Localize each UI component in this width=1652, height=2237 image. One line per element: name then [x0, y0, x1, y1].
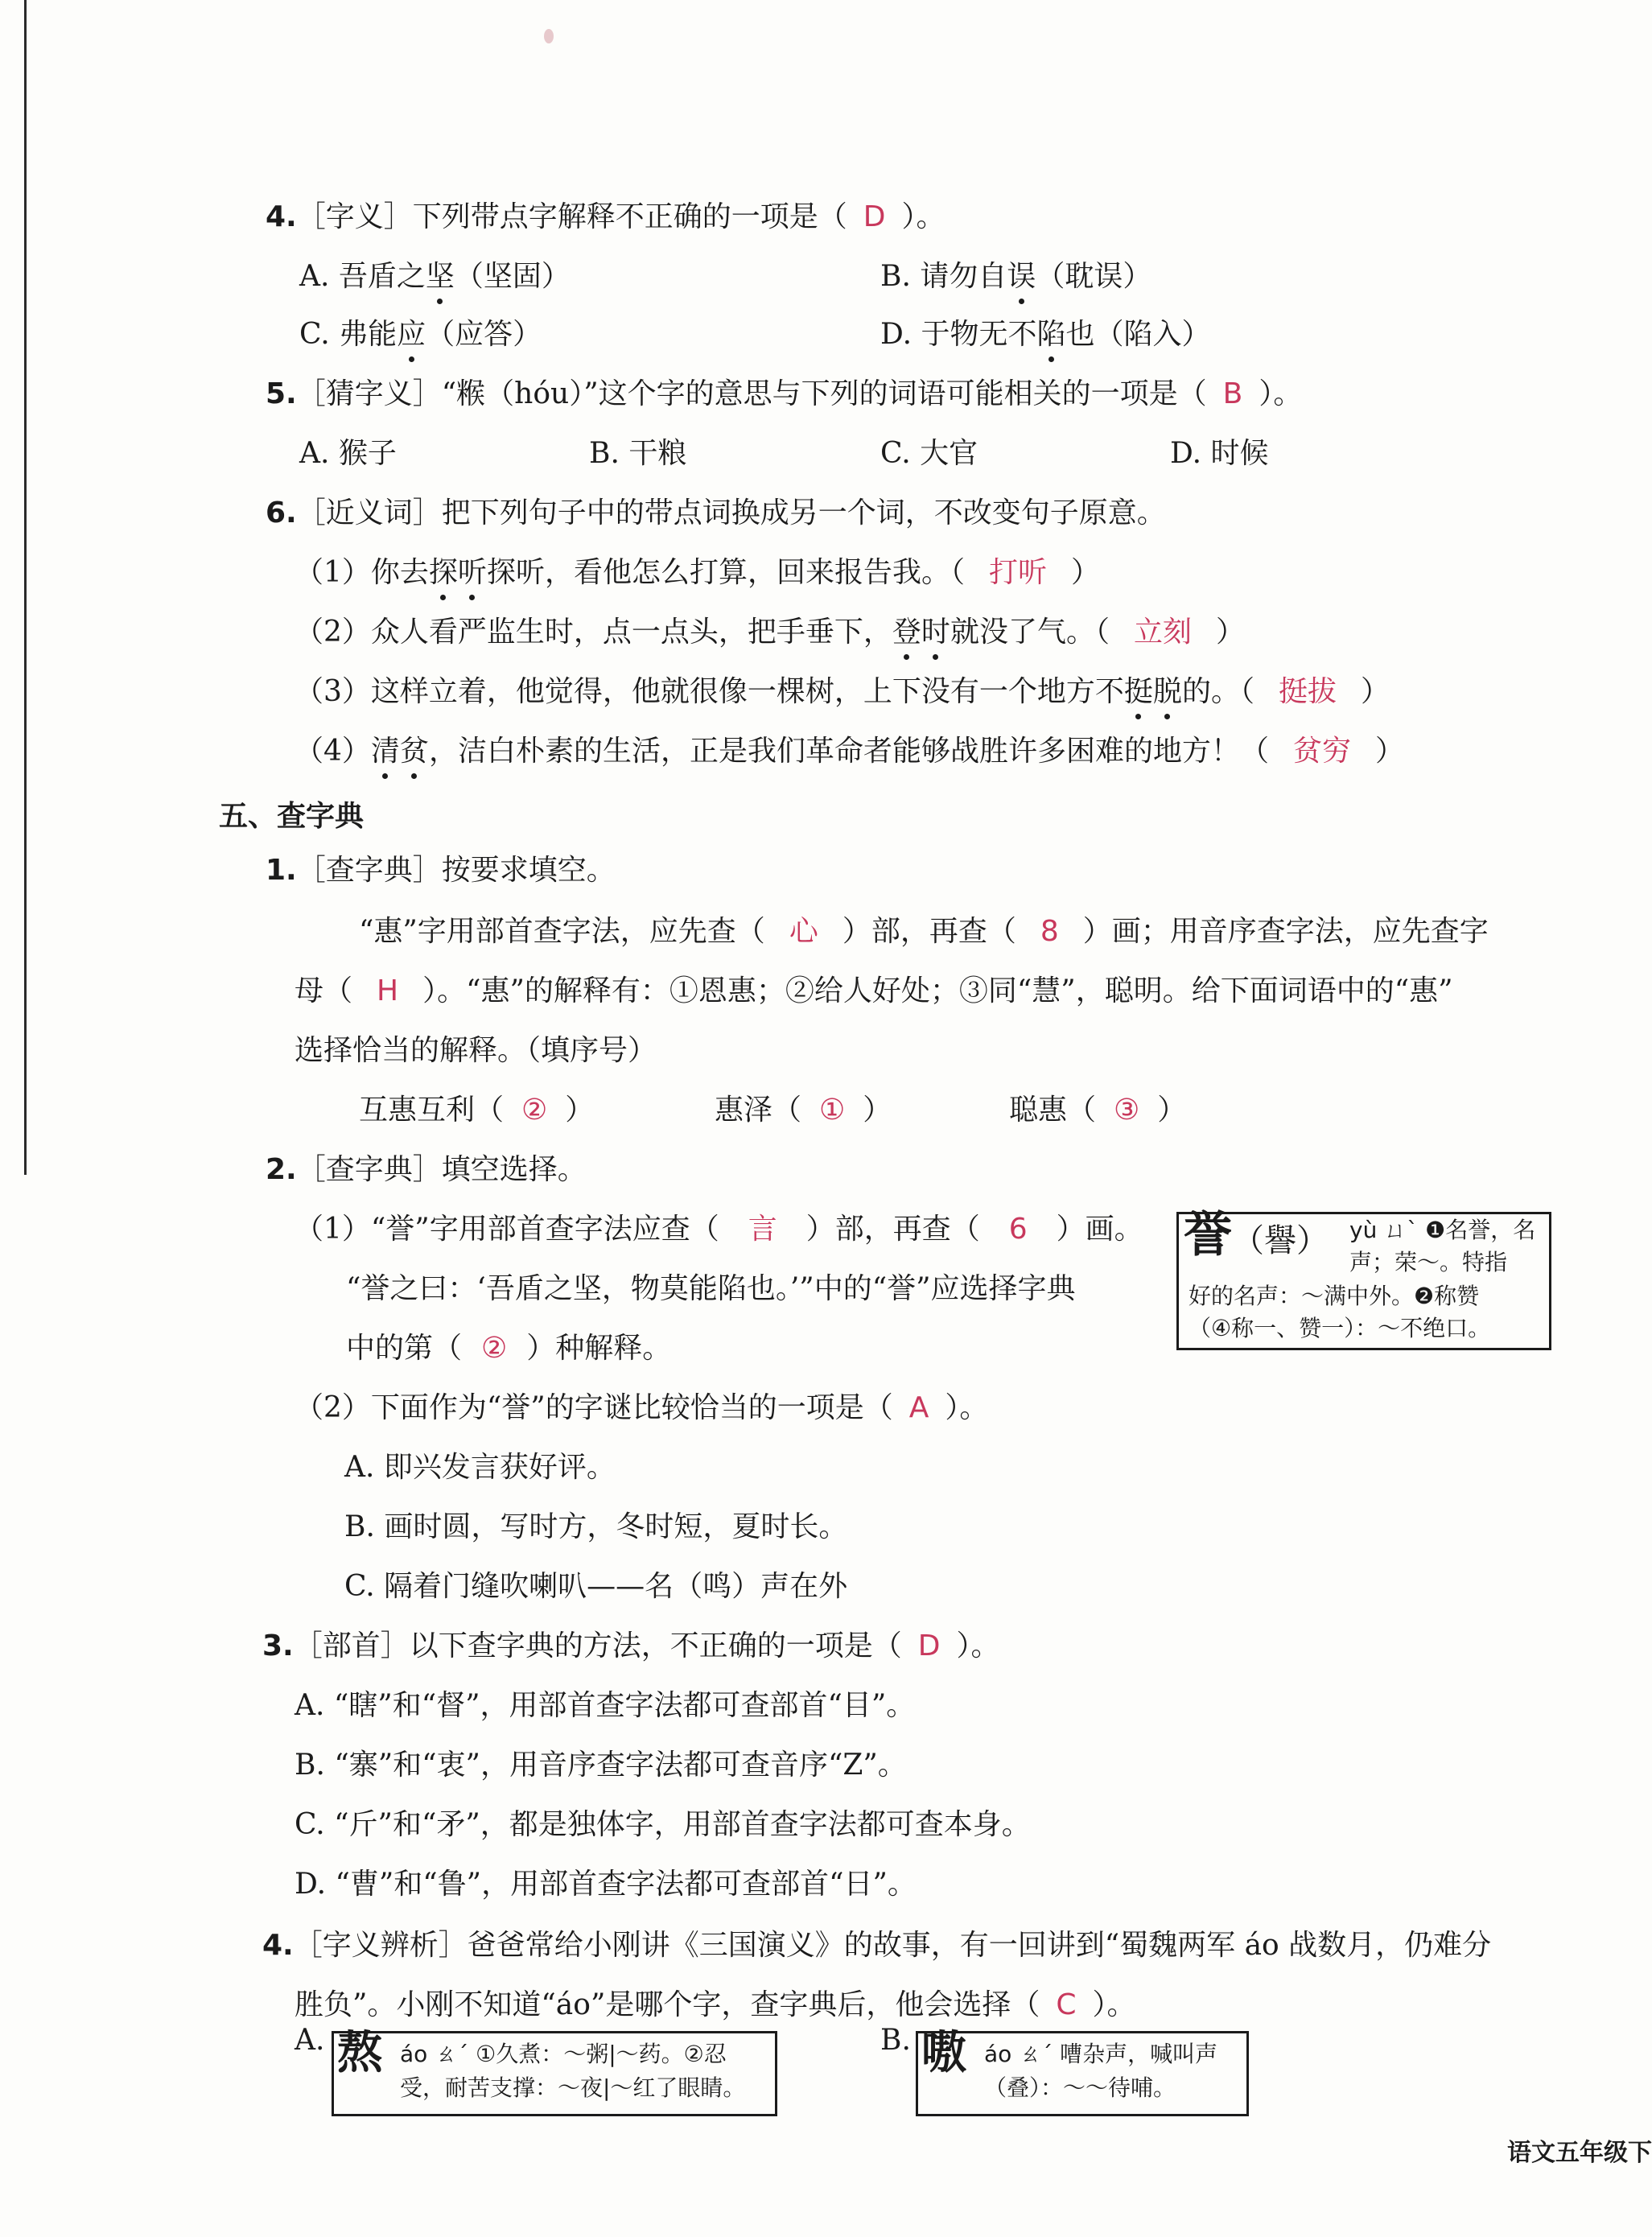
p1-word-2: 惠泽（ ① ）	[715, 1094, 892, 1127]
q5-option-a: A. 猴子	[299, 437, 397, 470]
q6-sentence-4: （4）清贫，洁白朴素的生活，正是我们革命者能够战胜许多困难的地方！（ 贫穷 ）	[295, 732, 1404, 771]
p3-option-a: A. “瞎”和“督”，用部首查字法都可查部首“目”。	[295, 1689, 916, 1722]
p3-option-c: C. “斤”和“矛”，都是独体字，用部首查字法都可查本身。	[295, 1808, 1031, 1841]
q4-option-a: A. 吾盾之坚（坚固）	[299, 257, 571, 296]
q5-answer: B	[1222, 377, 1243, 410]
p4-option-a-dict: 熬 áo ㄠˊ ①久煮：～粥|～药。②忍 受，耐苦支撑：～夜|～红了眼睛。	[332, 2031, 777, 2116]
q5-stem: 5.［猜字义］“糇（hóu）”这个字的意思与下列的词语可能相关的一项是（ B ）。	[266, 377, 1303, 410]
q6-sentence-3: （3）这样立着，他觉得，他就很像一棵树，上下没有一个地方不挺脱的。（ 挺拔 ）	[295, 673, 1390, 711]
p2-sub1-line-1: （1）“誉”字用部首查字法应查（ 言 ）部，再查（ 6 ）画。	[295, 1213, 1143, 1246]
p4-option-a-char: 熬	[337, 2026, 382, 2079]
page-footer: 语文五年级下	[1507, 2139, 1652, 2167]
p2-sub1-line-3: 中的第（ ② ）种解释。	[346, 1332, 672, 1365]
q5-option-b: B. 干粮	[589, 437, 687, 470]
p1-stem: 1.［查字典］按要求填空。	[266, 854, 616, 887]
page-speck	[544, 29, 554, 43]
q6-sentence-1: （1）你去探听探听，看他怎么打算，回来报告我。（ 打听 ）	[295, 554, 1100, 592]
q6-answer-2: 立刻	[1133, 616, 1192, 649]
p4-option-a-label: A.	[295, 2024, 325, 2057]
p4-option-b-dict: 嗷 áo ㄠˊ 嘈杂声，喊叫声 （叠）：～～待哺。	[916, 2031, 1249, 2116]
q4-option-c: C. 弗能应（应答）	[299, 315, 542, 354]
p2-stem: 2.［查字典］填空选择。	[266, 1153, 587, 1186]
p2-sub2: （2）下面作为“誉”的字谜比较恰当的一项是（ A ）。	[295, 1391, 989, 1424]
p3-option-d: D. “曹”和“鲁”，用部首查字法都可查部首“日”。	[295, 1868, 917, 1901]
q5-option-c: C. 大官	[880, 437, 978, 470]
section-title: 五、查字典	[219, 800, 365, 833]
p2-option-a: A. 即兴发言获好评。	[344, 1451, 616, 1484]
p4-stem: 4.［字义辨析］爸爸常给小刚讲《三国演义》的故事，有一回讲到“蜀魏两军 áo 战数月，仍难分	[262, 1929, 1492, 1962]
binding-line	[24, 0, 27, 1175]
q6-sentence-2: （2）众人看严监生时，点一点头，把手垂下，登时就没了气。（ 立刻 ）	[295, 613, 1245, 652]
q4-answer: D	[863, 200, 886, 233]
q6-answer-4: 贫穷	[1292, 735, 1351, 768]
p4-option-b-label: B.	[880, 2024, 911, 2057]
p2-option-b: B. 画时圆，写时方，冬时短，夏时长。	[344, 1510, 848, 1543]
p1-line-1: “惠”字用部首查字法，应先查（ 心 ）部，再查（ 8 ）画；用音序查字法，应先查字	[359, 915, 1489, 948]
p2-option-c: C. 隔着门缝吹喇叭——名（鸣）声在外	[344, 1570, 848, 1603]
q6-answer-1: 打听	[988, 556, 1047, 589]
p2-sub1-line-2: “誉之曰：‘吾盾之坚，物莫能陷也。’”中的“誉”应选择字典	[346, 1272, 1076, 1305]
p1-line-2: 母（ H ）。“惠”的解释有：①恩惠；②给人好处；③同“慧”，聪明。给下面词语中的“惠”	[295, 974, 1453, 1007]
p3-option-b: B. “寨”和“衷”，用音序查字法都可查音序“Z”。	[295, 1749, 907, 1782]
q4-option-b: B. 请勿自误（耽误）	[880, 257, 1151, 296]
p1-word-3: 聪惠（ ③ ）	[1009, 1094, 1187, 1127]
p4-stem-line-2: 胜负”。小刚不知道“áo”是哪个字，查字典后，他会选择（ C ）。	[295, 1988, 1136, 2021]
q4-option-d: D. 于物无不陷也（陷入）	[880, 315, 1211, 354]
q6-answer-3: 挺拔	[1278, 675, 1337, 708]
p1-line-3: 选择恰当的解释。（填序号）	[295, 1034, 657, 1067]
p4-option-b-char: 嗷	[921, 2026, 966, 2079]
dict-entry-yu: 誉（譽） yù ㄩˋ ❶名誉，名 声；荣～。特指 好的名声：～满中外。❷称赞 （④称一、赞一）：～不绝口。	[1176, 1212, 1551, 1350]
q5-option-d: D. 时候	[1170, 437, 1269, 470]
p1-word-1: 互惠互利（ ② ）	[359, 1094, 595, 1127]
q4-stem: 4.［字义］下列带点字解释不正确的一项是（ D ）。	[266, 200, 945, 233]
q6-stem: 6.［近义词］把下列句子中的带点词换成另一个词，不改变句子原意。	[266, 496, 1166, 529]
p3-stem: 3.［部首］以下查字典的方法，不正确的一项是（ D ）。	[262, 1629, 1000, 1662]
dict-entry-char: 誉	[1184, 1207, 1232, 1263]
